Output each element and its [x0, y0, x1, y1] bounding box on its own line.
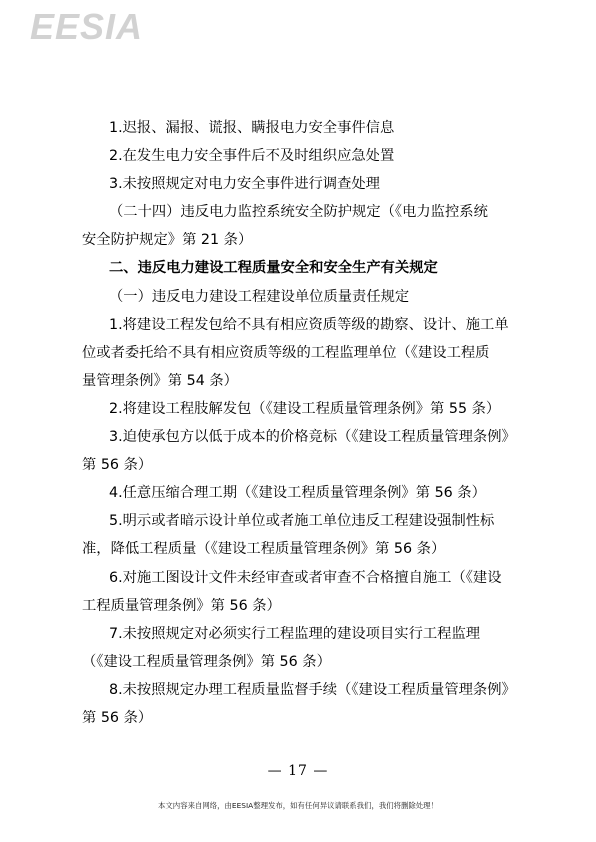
- text-line: 2.将建设工程肢解发包（《建设工程质量管理条例》第 55 条）: [109, 400, 501, 417]
- text-line: 5.明示或者暗示设计单位或者施工单位违反工程建设强制性标: [109, 513, 495, 530]
- text-line: 6.对施工图设计文件未经审查或者审查不合格擅自施工（《建设: [109, 569, 502, 586]
- text-line: 2.在发生电力安全事件后不及时组织应急处置: [109, 148, 395, 165]
- section-heading: 二、违反电力建设工程质量安全和安全生产有关规定: [109, 260, 438, 277]
- text-line: 1.迟报、漏报、谎报、瞒报电力安全事件信息: [109, 120, 395, 136]
- text-line: 量管理条例》第 54 条）: [82, 372, 238, 389]
- document-body: [82, 114, 534, 732]
- text-line: 第 56 条）: [82, 709, 153, 726]
- text-line: 工程质量管理条例》第 56 条）: [82, 597, 281, 614]
- footer-disclaimer: 本文内容来自网络，由EESIA整理发布，如有任何异议请联系我们，我们将删除处理！: [158, 801, 438, 810]
- text-line: 7.未按照规定对必须实行工程监理的建设项目实行工程监理: [109, 625, 481, 642]
- text-line: 1.将建设工程发包给不具有相应资质等级的勘察、设计、施工单: [109, 316, 509, 333]
- text-line: 准，降低工程质量（《建设工程质量管理条例》第 56 条）: [82, 541, 446, 558]
- text-line: 4.任意压缩合理工期（《建设工程质量管理条例》第 56 条）: [109, 485, 486, 502]
- text-line: （《建设工程质量管理条例》第 56 条）: [82, 653, 331, 670]
- text-line: （二十四）违反电力监控系统安全防护规定（《电力监控系统: [109, 204, 488, 221]
- text-line: 第 56 条）: [82, 457, 153, 474]
- eesia-watermark-logo: EESIA: [30, 6, 144, 47]
- text-line: 3.未按照规定对电力安全事件进行调查处理: [109, 176, 380, 193]
- page-number: — 17 —: [267, 763, 329, 779]
- subsection-heading: （一）违反电力建设工程建设单位质量责任规定: [109, 288, 410, 305]
- text-line: 8.未按照规定办理工程质量监督手续（《建设工程质量管理条例》: [109, 681, 516, 698]
- text-line: 3.迫使承包方以低于成本的价格竞标（《建设工程质量管理条例》: [109, 429, 516, 446]
- text-line: 安全防护规定》第 21 条）: [82, 232, 253, 249]
- text-line: 位或者委托给不具有相应资质等级的工程监理单位（《建设工程质: [82, 344, 490, 361]
